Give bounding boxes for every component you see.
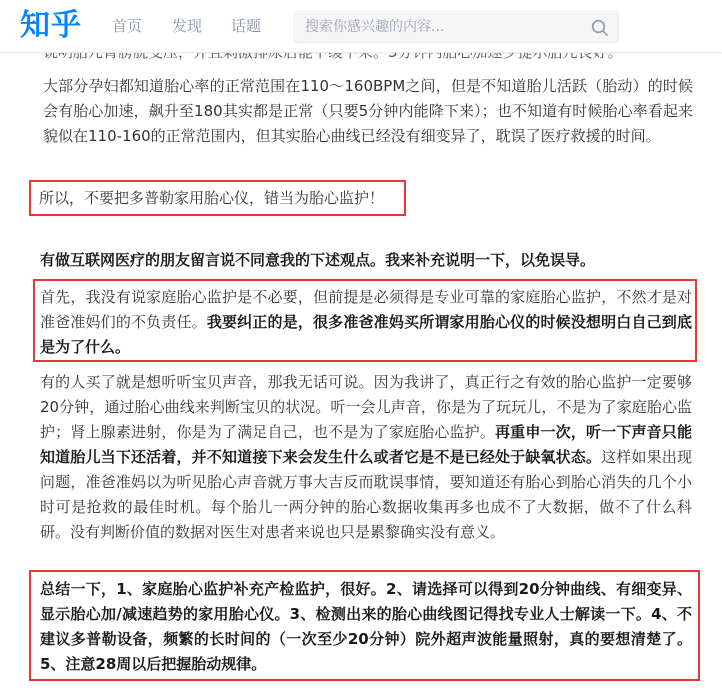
paragraph-listening xyxy=(40,370,692,545)
listening-text-bold: 再重申一次，听一下声音只能知道胎儿当下还活着，并不知道接下来会发生什么或者它是不是已经处于缺氧状态。 xyxy=(40,423,692,466)
summary-text xyxy=(40,577,692,677)
search-icon[interactable] xyxy=(591,19,609,37)
summary-bold: 总结一下，1、家庭胎心监护补充产检监护，很好。2、请选择可以得到20分钟曲线、有细变异、显示胎心加/减速趋势的家用胎心仪。3、检测出来的胎心曲线图记得找专业人士解读一下。4、不建议多普勒设备，频繁的长时间的（一次至少20分钟）院外超声波能量照射，真的要想清楚了。5、注意28周以后把握胎动规律。 xyxy=(40,580,692,673)
clarification-bold: 有做互联网医疗的朋友留言说不同意我的下述观点。我来补充说明一下，以免误导。 xyxy=(40,251,596,269)
nav-topics[interactable]: 话题 xyxy=(231,17,262,35)
highlight-text-2-bold: 我要纠正的是，很多准爸准妈买所谓家用胎心仪的时候没想明白自己到底是为了什么。 xyxy=(40,313,692,356)
top-header xyxy=(0,0,722,53)
search-input[interactable] xyxy=(295,12,585,42)
paragraph-clarification xyxy=(40,248,700,273)
nav-discover[interactable]: 发现 xyxy=(172,17,203,35)
highlight-text-2-normal: 首先，我没有说家庭胎心监护是不必要，但前提是必须得是专业可靠的家庭胎心监护，不然才是对准爸准妈们的不负责任。 xyxy=(40,288,692,331)
highlight-text-1: 所以，不要把多普勒家用胎心仪，错当为胎心监护！ xyxy=(39,189,385,207)
highlight-text-2 xyxy=(40,285,692,360)
paragraph-heart-rate: 大部分孕妇都知道胎心率的正常范围在110～160BPM之间，但是不知道胎儿活跃（胎动）的时候会有胎心加速，飙升至180其实都是正常（只要5分钟内能降下来）；也不知道有时候胎心率看起来貌似在110-160的正常范围内，但其实胎心曲线已经没有细变异了，耽误了医疗救援的时间。 xyxy=(43,77,693,145)
nav-home[interactable]: 首页 xyxy=(112,17,143,35)
zhihu-logo[interactable]: 知乎 xyxy=(20,8,82,43)
listening-text-a: 有的人买了就是想听听宝贝声音，那我无话可说。因为我讲了，真正行之有效的胎心监护一定要够20分钟，通过胎心曲线来判断宝贝的状况。听一会儿声音，你是为了玩玩儿，不是为了家庭胎心监护；肾上腺素进射，你是为了满足自己，也不是为了家庭胎心监护。 xyxy=(40,373,692,441)
listening-text-b: 这样如果出现问题，准爸准妈以为听见胎心声音就万事大吉反而耽误事情，要知道还有胎心到胎心消失的几个小时可是抢救的最佳时机。每个胎儿一两分钟的胎心数据收集再多也成不了大数据，做不了什么科研。没有判断价值的数据对医生对患者来说也只是累黎确实没有意义。 xyxy=(40,448,692,541)
search-bar xyxy=(294,11,619,43)
